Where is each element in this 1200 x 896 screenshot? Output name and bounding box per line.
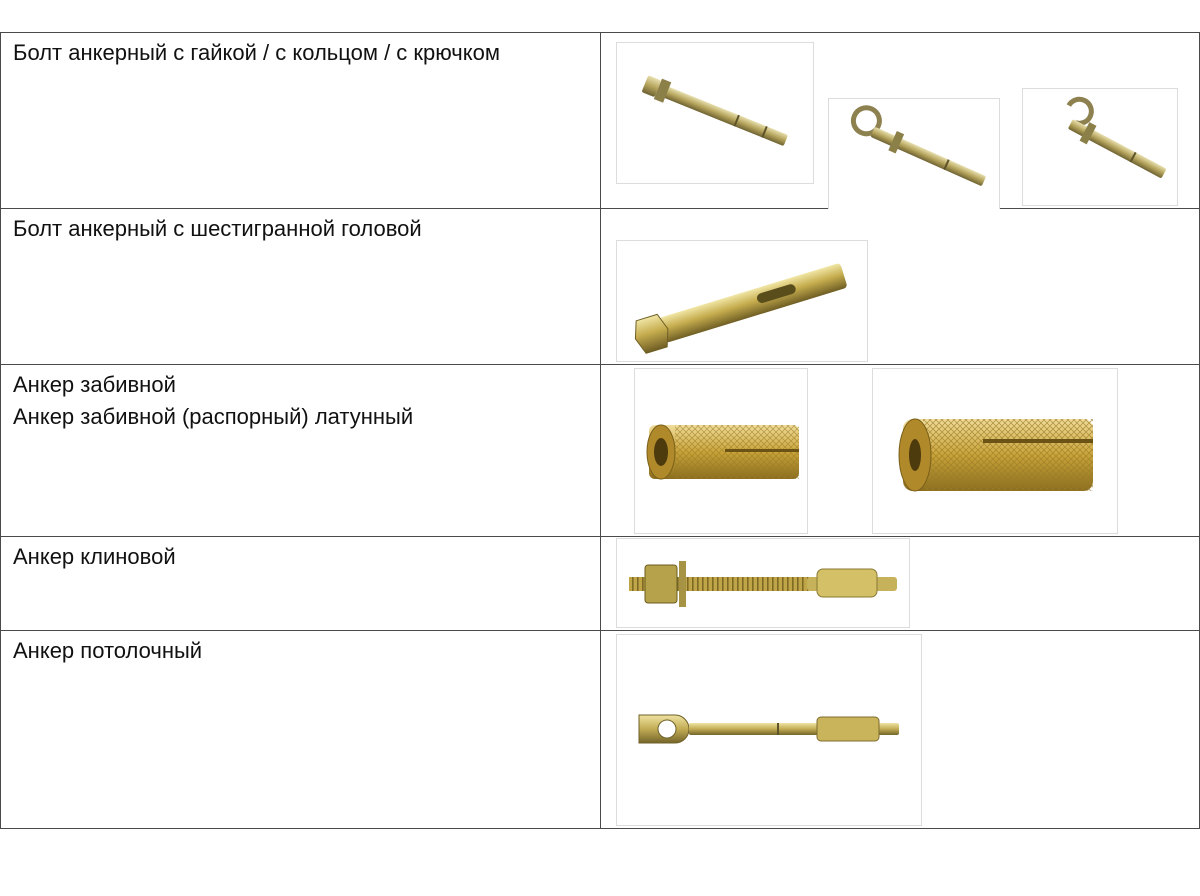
image-cell <box>601 209 1200 365</box>
table-row <box>1 365 1200 537</box>
drop-in-anchor-icon <box>635 369 807 533</box>
table-row <box>1 209 1200 365</box>
wedge-anchor-icon <box>617 539 909 627</box>
image-cell <box>601 631 1200 829</box>
image-cell <box>601 365 1200 537</box>
hex-head-anchor-bolt-icon <box>617 241 867 361</box>
label-cell <box>1 209 601 365</box>
table-row <box>1 537 1200 631</box>
ceiling-anchor-icon <box>617 635 921 825</box>
label-cell <box>1 631 601 829</box>
row-label: Анкер клиновой <box>13 544 176 569</box>
row-label: Анкер забивной <box>13 372 176 397</box>
anchor-bolt-with-ring-icon <box>829 99 999 209</box>
anchor-table <box>0 32 1200 829</box>
row-label: Болт анкерный с гайкой / с кольцом / с крючком <box>13 40 500 65</box>
anchor-bolt-with-nut-icon <box>617 43 813 183</box>
table-row <box>1 631 1200 829</box>
label-cell <box>1 365 601 537</box>
label-cell <box>1 33 601 209</box>
label-cell <box>1 537 601 631</box>
row-label: Анкер забивной (распорный) латунный <box>13 404 414 429</box>
brass-expansion-anchor-icon <box>873 369 1117 533</box>
image-cell <box>601 537 1200 631</box>
image-cell <box>601 33 1200 209</box>
row-label: Анкер потолочный <box>13 638 203 663</box>
table-row <box>1 33 1200 209</box>
row-label: Болт анкерный с шестигранной головой <box>13 216 422 241</box>
anchor-bolt-with-hook-icon <box>1023 89 1177 205</box>
